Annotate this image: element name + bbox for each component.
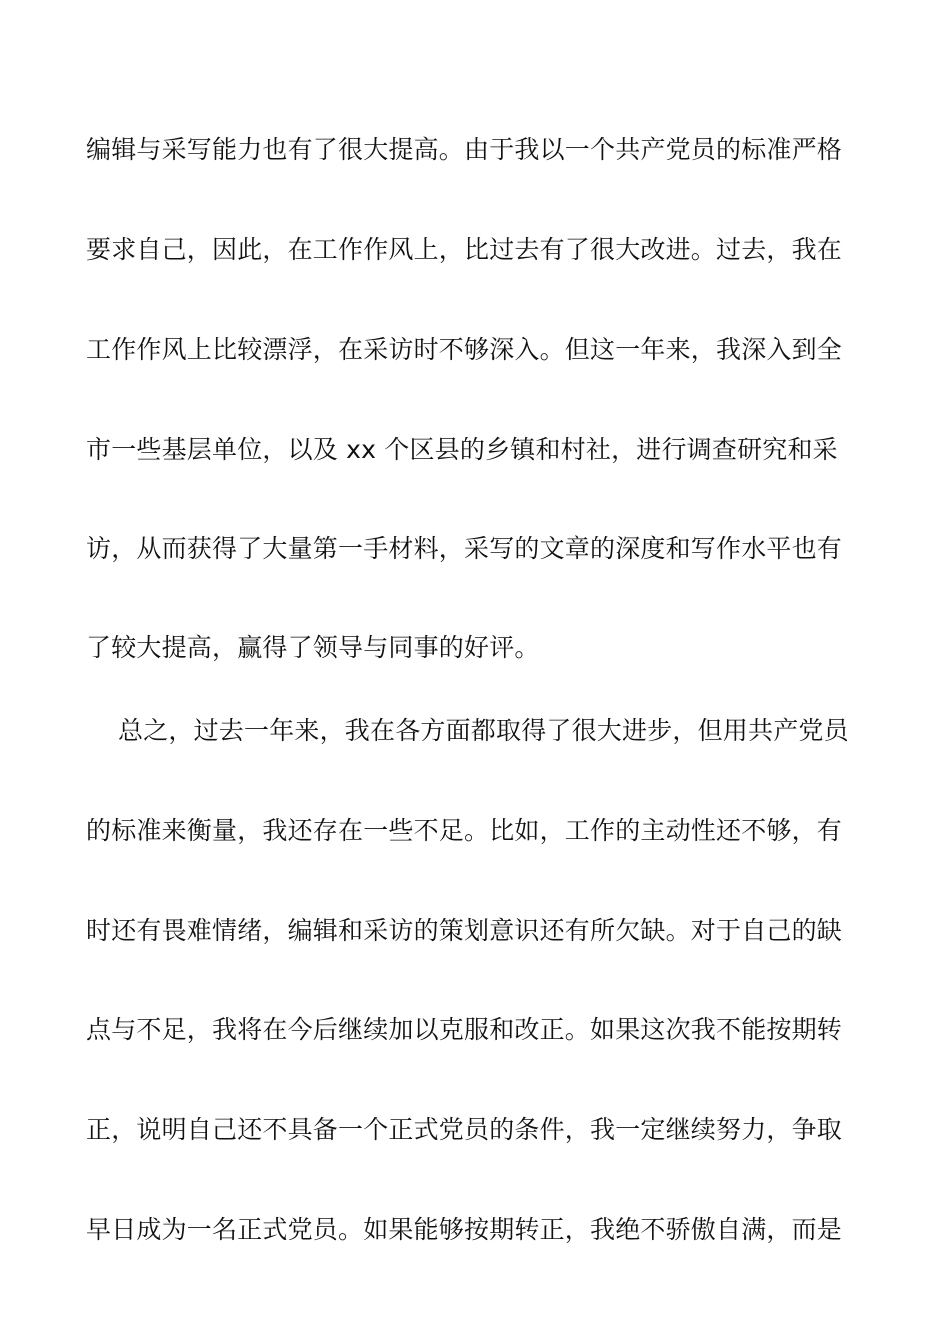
text-line: 访，从而获得了大量第一手材料，采写的文章的深度和写作水平也有 (86, 534, 843, 563)
text-line: 工作作风上比较漂浮，在采访时不够深入。但这一年来，我深入到全 (86, 335, 843, 364)
text-line: 的标准来衡量，我还存在一些不足。比如，工作的主动性还不够，有 (86, 816, 843, 845)
text-line: 了较大提高，赢得了领导与同事的好评。 (86, 633, 540, 662)
text-line: 要求自己，因此，在工作作风上，比过去有了很大改进。过去，我在 (86, 235, 843, 264)
text-line: 点与不足，我将在今后继续加以克服和改正。如果这次我不能按期转 (86, 1015, 843, 1044)
text-line: 市一些基层单位，以及 xx 个区县的乡镇和村社，进行调查研究和采 (86, 435, 838, 464)
paragraph-first-line: 总之，过去一年来，我在各方面都取得了很大进步，但用共产党员 (118, 716, 849, 745)
text-line: 编辑与采写能力也有了很大提高。由于我以一个共产党员的标准严格 (86, 135, 843, 164)
text-line: 时还有畏难情绪，编辑和采访的策划意识还有所欠缺。对于自己的缺 (86, 916, 843, 945)
text-line: 早日成为一名正式党员。如果能够按期转正，我绝不骄傲自满，而是 (86, 1215, 843, 1244)
text-line: 正，说明自己还不具备一个正式党员的条件，我一定继续努力，争取 (86, 1115, 843, 1144)
